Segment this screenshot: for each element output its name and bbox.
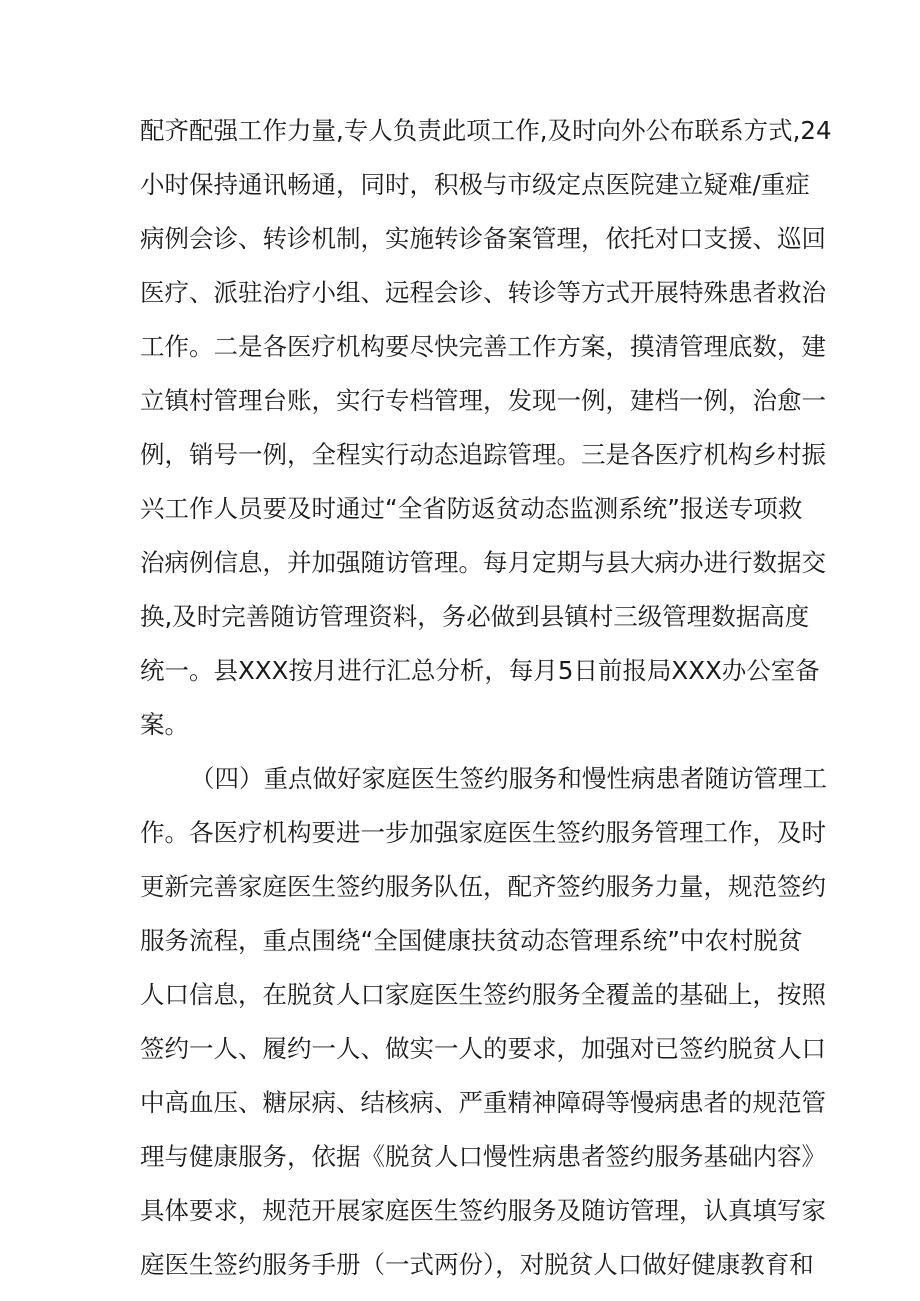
paragraph-line: 服务流程，重点围绕“全国健康扶贫动态管理系统”中农村脱贫 <box>140 926 803 955</box>
paragraph-line: 换,及时完善随访管理资料，务必做到县镇村三级管理数据高度 <box>140 602 810 631</box>
paragraph-line: 例，销号一例，全程实行动态追踪管理。三是各医疗机构乡村振 <box>140 440 826 469</box>
paragraph-line: 人口信息，在脱贫人口家庭医生签约服务全覆盖的基础上，按照 <box>140 980 826 1009</box>
paragraph-line: 治病例信息，并加强随访管理。每月定期与县大病办进行数据交 <box>140 548 826 577</box>
paragraph-line: 庭医生签约服务手册（一式两份），对脱贫人口做好健康教育和 <box>140 1250 814 1279</box>
paragraph-line: 中高血压、糖尿病、结核病、严重精神障碍等慢病患者的规范管 <box>140 1088 826 1117</box>
paragraph-line: 立镇村管理台账，实行专档管理，发现一例，建档一例，治愈一 <box>140 386 826 415</box>
paragraph-line: 统一。县XXX按月进行汇总分析，每月5日前报局XXX办公室备 <box>140 656 820 685</box>
paragraph-line: 理与健康服务，依据《脱贫人口慢性病患者签约服务基础内容》 <box>140 1142 826 1171</box>
paragraph-line: 签约一人、履约一人、做实一人的要求，加强对已签约脱贫人口 <box>140 1034 826 1063</box>
paragraph-line: 小时保持通讯畅通，同时，积极与市级定点医院建立疑难/重症 <box>140 170 810 199</box>
paragraph-line: 医疗、派驻治疗小组、远程会诊、转诊等方式开展特殊患者救治 <box>140 278 826 307</box>
section-heading-line: （四）重点做好家庭医生签约服务和慢性病患者随访管理工 <box>190 764 827 793</box>
paragraph-line: 配齐配强工作力量,专人负责此项工作,及时向外公布联系方式,24 <box>140 116 832 145</box>
paragraph-line: 具体要求，规范开展家庭医生签约服务及随访管理，认真填写家 <box>140 1196 826 1225</box>
paragraph-line: 兴工作人员要及时通过“全省防返贫动态监测系统”报送专项救 <box>140 494 803 523</box>
paragraph-line: 病例会诊、转诊机制，实施转诊备案管理，依托对口支援、巡回 <box>140 224 826 253</box>
paragraph-line: 工作。二是各医疗机构要尽快完善工作方案，摸清管理底数，建 <box>140 332 826 361</box>
paragraph-line: 案。 <box>140 710 189 739</box>
paragraph-line: 更新完善家庭医生签约服务队伍，配齐签约服务力量，规范签约 <box>140 872 826 901</box>
paragraph-line: 作。各医疗机构要进一步加强家庭医生签约服务管理工作，及时 <box>140 818 826 847</box>
